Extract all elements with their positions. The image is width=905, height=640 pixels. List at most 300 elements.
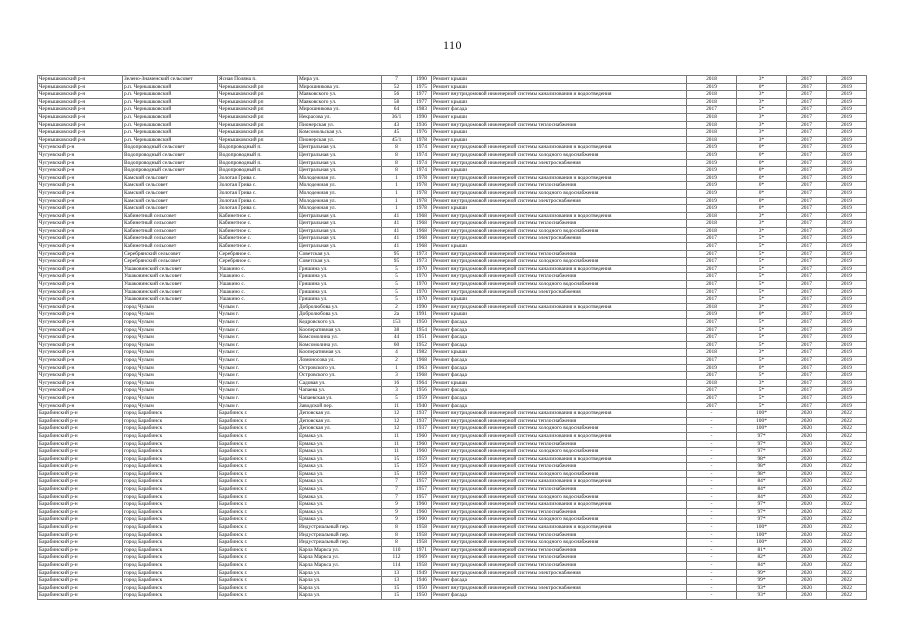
- period-start-cell: 2017: [787, 326, 827, 334]
- table-row: [38, 250, 867, 258]
- table-row: [38, 319, 867, 327]
- district-cell: Барабинский р-н: [38, 516, 123, 524]
- period-start-cell: 2017: [787, 273, 827, 281]
- period-end-cell: 2022: [827, 478, 867, 486]
- settlement-cell: город Чулым: [123, 349, 218, 357]
- work-type-cell: Ремонт фасада: [432, 402, 687, 410]
- district-cell: Барабинский р-н: [38, 440, 123, 448]
- build-year-cell: 1968: [412, 243, 432, 251]
- settlement-cell: город Барабинск: [123, 463, 218, 471]
- house-number-cell: 4: [382, 349, 412, 357]
- period-end-cell: 2022: [827, 584, 867, 592]
- period-start-cell: 2017: [787, 227, 827, 235]
- plan-year-cell: -: [687, 546, 737, 554]
- period-end-cell: 2019: [827, 151, 867, 159]
- period-end-cell: 2019: [827, 98, 867, 106]
- locality-cell: Барабинск г.: [218, 448, 298, 456]
- locality-cell: Барабинск г.: [218, 592, 298, 600]
- settlement-cell: Камский сельсовет: [123, 174, 218, 182]
- district-cell: Чугуевский р-н: [38, 227, 123, 235]
- work-type-cell: Ремонт внутридомовой инженерной системы теплоснабжения: [432, 554, 687, 562]
- locality-cell: Серебряное с.: [218, 258, 298, 266]
- work-type-cell: Ремонт крыши: [432, 83, 687, 91]
- house-number-cell: 16: [382, 379, 412, 387]
- build-year-cell: 1937: [412, 417, 432, 425]
- street-cell: Ломоносова ул.: [298, 356, 382, 364]
- street-cell: Деповская ул.: [298, 425, 382, 433]
- locality-cell: Барабинск г.: [218, 410, 298, 418]
- street-cell: Гришина ул.: [298, 265, 382, 273]
- capital-repair-table: [37, 75, 867, 600]
- house-number-cell: 7: [382, 478, 412, 486]
- plan-year-cell: 2018: [687, 303, 737, 311]
- work-type-cell: Ремонт крыши: [432, 129, 687, 137]
- build-year-cell: 1940: [412, 402, 432, 410]
- period-end-cell: 2022: [827, 470, 867, 478]
- wear-cell: 5*: [737, 265, 787, 273]
- street-cell: Комсомольская ул.: [298, 129, 382, 137]
- district-cell: Барабинский р-н: [38, 539, 123, 547]
- house-number-cell: 43: [382, 121, 412, 129]
- plan-year-cell: 2019: [687, 311, 737, 319]
- work-type-cell: Ремонт внутридомовой инженерной системы электроснабжения: [432, 197, 687, 205]
- district-cell: Чугуевский р-н: [38, 356, 123, 364]
- period-end-cell: 2022: [827, 508, 867, 516]
- district-cell: Барабинский р-н: [38, 508, 123, 516]
- plan-year-cell: -: [687, 455, 737, 463]
- locality-cell: Барабинск г.: [218, 440, 298, 448]
- house-number-cell: 7: [382, 76, 412, 84]
- plan-year-cell: 2018: [687, 212, 737, 220]
- period-end-cell: 2019: [827, 76, 867, 84]
- wear-cell: 93*: [737, 584, 787, 592]
- build-year-cell: 1957: [412, 486, 432, 494]
- house-number-cell: 1: [382, 364, 412, 372]
- settlement-cell: город Чулым: [123, 303, 218, 311]
- settlement-cell: город Барабинск: [123, 508, 218, 516]
- work-type-cell: Ремонт внутридомовой инженерной системы канализования и водоотведения: [432, 478, 687, 486]
- street-cell: Индустриальный пер.: [298, 524, 382, 532]
- house-number-cell: 15: [382, 592, 412, 600]
- wear-cell: 5*: [737, 387, 787, 395]
- plan-year-cell: -: [687, 478, 737, 486]
- district-cell: Барабинский р-н: [38, 425, 123, 433]
- table-row: [38, 341, 867, 349]
- street-cell: Ермака ул.: [298, 501, 382, 509]
- plan-year-cell: 2018: [687, 136, 737, 144]
- work-type-cell: Ремонт фасада: [432, 372, 687, 380]
- build-year-cell: 1978: [412, 182, 432, 190]
- locality-cell: Барабинск г.: [218, 569, 298, 577]
- wear-cell: 93*: [737, 592, 787, 600]
- period-start-cell: 2017: [787, 121, 827, 129]
- period-end-cell: 2019: [827, 197, 867, 205]
- build-year-cell: 1990: [412, 113, 432, 121]
- period-start-cell: 2020: [787, 455, 827, 463]
- build-year-cell: 1983: [412, 106, 432, 114]
- plan-year-cell: 2018: [687, 98, 737, 106]
- locality-cell: Барабинск г.: [218, 417, 298, 425]
- table-row: [38, 113, 867, 121]
- settlement-cell: город Барабинск: [123, 584, 218, 592]
- work-type-cell: Ремонт крыши: [432, 379, 687, 387]
- plan-year-cell: 2017: [687, 265, 737, 273]
- locality-cell: Барабинск г.: [218, 432, 298, 440]
- wear-cell: 98*: [737, 455, 787, 463]
- street-cell: Деповская ул.: [298, 417, 382, 425]
- period-end-cell: 2019: [827, 220, 867, 228]
- locality-cell: Золотая Грива с.: [218, 197, 298, 205]
- street-cell: Молодежная ул.: [298, 189, 382, 197]
- period-end-cell: 2019: [827, 136, 867, 144]
- locality-cell: Чулым г.: [218, 319, 298, 327]
- plan-year-cell: 2019: [687, 205, 737, 213]
- work-type-cell: Ремонт внутридомовой инженерной системы канализования и водоотведения: [432, 410, 687, 418]
- table-row: [38, 508, 867, 516]
- settlement-cell: город Чулым: [123, 387, 218, 395]
- page-number: 110: [442, 38, 463, 52]
- street-cell: Заводской пер.: [298, 402, 382, 410]
- district-cell: Чугуевский р-н: [38, 341, 123, 349]
- build-year-cell: 1975: [412, 83, 432, 91]
- settlement-cell: город Барабинск: [123, 546, 218, 554]
- plan-year-cell: 2017: [687, 250, 737, 258]
- period-start-cell: 2017: [787, 288, 827, 296]
- wear-cell: 84*: [737, 493, 787, 501]
- house-number-cell: 8: [382, 159, 412, 167]
- work-type-cell: Ремонт внутридомовой инженерной системы канализования и водоотведения: [432, 144, 687, 152]
- district-cell: Чернышковский р-н: [38, 106, 123, 114]
- build-year-cell: 1950: [412, 584, 432, 592]
- street-cell: Кедровского ул.: [298, 319, 382, 327]
- house-number-cell: 8: [382, 151, 412, 159]
- plan-year-cell: 2018: [687, 113, 737, 121]
- wear-cell: 3*: [737, 91, 787, 99]
- work-type-cell: Ремонт внутридомовой инженерной системы теплоснабжения: [432, 440, 687, 448]
- period-start-cell: 2017: [787, 98, 827, 106]
- wear-cell: 97*: [737, 448, 787, 456]
- locality-cell: Серебряное с.: [218, 250, 298, 258]
- district-cell: Барабинский р-н: [38, 493, 123, 501]
- wear-cell: 5*: [737, 288, 787, 296]
- work-type-cell: Ремонт внутридомовой инженерной системы электроснабжения: [432, 159, 687, 167]
- plan-year-cell: -: [687, 410, 737, 418]
- locality-cell: Чулым г.: [218, 372, 298, 380]
- settlement-cell: р.п. Чернышковский: [123, 136, 218, 144]
- district-cell: Чугуевский р-н: [38, 159, 123, 167]
- wear-cell: 5*: [737, 341, 787, 349]
- plan-year-cell: 2017: [687, 288, 737, 296]
- house-number-cell: 60: [382, 341, 412, 349]
- period-start-cell: 2017: [787, 76, 827, 84]
- house-number-cell: 15: [382, 455, 412, 463]
- table-body: [38, 76, 867, 600]
- period-start-cell: 2020: [787, 524, 827, 532]
- district-cell: Чугуевский р-н: [38, 394, 123, 402]
- plan-year-cell: 2018: [687, 379, 737, 387]
- street-cell: Пионерская ул.: [298, 121, 382, 129]
- district-cell: Чугуевский р-н: [38, 288, 123, 296]
- table-row: [38, 501, 867, 509]
- locality-cell: Чулым г.: [218, 341, 298, 349]
- table-row: [38, 220, 867, 228]
- street-cell: Мира ул.: [298, 76, 382, 84]
- wear-cell: 0*: [737, 144, 787, 152]
- settlement-cell: город Барабинск: [123, 425, 218, 433]
- period-end-cell: 2019: [827, 189, 867, 197]
- build-year-cell: 1977: [412, 91, 432, 99]
- table-row: [38, 379, 867, 387]
- street-cell: Ермака ул.: [298, 508, 382, 516]
- plan-year-cell: 2019: [687, 182, 737, 190]
- period-start-cell: 2020: [787, 463, 827, 471]
- wear-cell: 84*: [737, 562, 787, 570]
- house-number-cell: 11: [382, 448, 412, 456]
- plan-year-cell: -: [687, 440, 737, 448]
- wear-cell: 0*: [737, 197, 787, 205]
- house-number-cell: 58: [382, 98, 412, 106]
- district-cell: Барабинский р-н: [38, 448, 123, 456]
- build-year-cell: 1968: [412, 227, 432, 235]
- locality-cell: Золотая Грива с.: [218, 205, 298, 213]
- period-end-cell: 2022: [827, 516, 867, 524]
- period-end-cell: 2019: [827, 394, 867, 402]
- build-year-cell: 1990: [412, 76, 432, 84]
- settlement-cell: город Чулым: [123, 372, 218, 380]
- period-end-cell: 2019: [827, 227, 867, 235]
- house-number-cell: 2: [382, 356, 412, 364]
- table-row: [38, 387, 867, 395]
- settlement-cell: Камский сельсовет: [123, 189, 218, 197]
- locality-cell: Ушакино с.: [218, 288, 298, 296]
- period-end-cell: 2019: [827, 296, 867, 304]
- street-cell: Садовая ул.: [298, 379, 382, 387]
- house-number-cell: 8: [382, 539, 412, 547]
- plan-year-cell: -: [687, 569, 737, 577]
- district-cell: Чугуевский р-н: [38, 265, 123, 273]
- build-year-cell: 1959: [412, 463, 432, 471]
- period-end-cell: 2022: [827, 524, 867, 532]
- table-row: [38, 516, 867, 524]
- house-number-cell: 1: [382, 189, 412, 197]
- build-year-cell: 1969: [412, 554, 432, 562]
- period-end-cell: 2022: [827, 546, 867, 554]
- table-row: [38, 144, 867, 152]
- wear-cell: 5*: [737, 402, 787, 410]
- period-start-cell: 2020: [787, 546, 827, 554]
- period-end-cell: 2019: [827, 205, 867, 213]
- street-cell: Карла ул.: [298, 569, 382, 577]
- build-year-cell: 1960: [412, 501, 432, 509]
- table-row: [38, 448, 867, 456]
- settlement-cell: р.п. Чернышковский: [123, 83, 218, 91]
- period-start-cell: 2017: [787, 319, 827, 327]
- district-cell: Барабинский р-н: [38, 463, 123, 471]
- work-type-cell: Ремонт внутридомовой инженерной системы теплоснабжения: [432, 486, 687, 494]
- period-start-cell: 2017: [787, 250, 827, 258]
- wear-cell: 5*: [737, 243, 787, 251]
- period-end-cell: 2022: [827, 455, 867, 463]
- period-end-cell: 2019: [827, 250, 867, 258]
- street-cell: Индустриальный пер.: [298, 539, 382, 547]
- settlement-cell: город Чулым: [123, 334, 218, 342]
- period-start-cell: 2017: [787, 174, 827, 182]
- plan-year-cell: -: [687, 592, 737, 600]
- district-cell: Чугуевский р-н: [38, 258, 123, 266]
- table-row: [38, 151, 867, 159]
- district-cell: Чернышковский р-н: [38, 121, 123, 129]
- house-number-cell: 1: [382, 174, 412, 182]
- locality-cell: Чулым г.: [218, 326, 298, 334]
- street-cell: Кооперативная ул.: [298, 349, 382, 357]
- table-row: [38, 91, 867, 99]
- work-type-cell: Ремонт фасада: [432, 387, 687, 395]
- street-cell: Советская ул.: [298, 250, 382, 258]
- wear-cell: 5*: [737, 273, 787, 281]
- work-type-cell: Ремонт внутридомовой инженерной системы теплоснабжения: [432, 121, 687, 129]
- street-cell: Карла Маркса ул.: [298, 554, 382, 562]
- period-end-cell: 2022: [827, 562, 867, 570]
- settlement-cell: р.п. Чернышковский: [123, 129, 218, 137]
- table-row: [38, 167, 867, 175]
- build-year-cell: 1951: [412, 334, 432, 342]
- table-row: [38, 288, 867, 296]
- district-cell: Чугуевский р-н: [38, 151, 123, 159]
- house-number-cell: 9: [382, 516, 412, 524]
- locality-cell: Водопроводный п.: [218, 151, 298, 159]
- build-year-cell: 1963: [412, 364, 432, 372]
- period-end-cell: 2019: [827, 288, 867, 296]
- period-start-cell: 2020: [787, 531, 827, 539]
- table-row: [38, 326, 867, 334]
- period-end-cell: 2022: [827, 432, 867, 440]
- plan-year-cell: 2017: [687, 258, 737, 266]
- build-year-cell: 1959: [412, 394, 432, 402]
- table-row: [38, 356, 867, 364]
- district-cell: Чугуевский р-н: [38, 387, 123, 395]
- work-type-cell: Ремонт крыши: [432, 113, 687, 121]
- table-row: [38, 531, 867, 539]
- period-start-cell: 2020: [787, 501, 827, 509]
- locality-cell: Барабинск г.: [218, 584, 298, 592]
- plan-year-cell: 2017: [687, 319, 737, 327]
- locality-cell: Барабинск г.: [218, 508, 298, 516]
- district-cell: Чугуевский р-н: [38, 364, 123, 372]
- build-year-cell: 1968: [412, 356, 432, 364]
- house-number-cell: 95: [382, 250, 412, 258]
- locality-cell: Кабинетное с.: [218, 220, 298, 228]
- period-start-cell: 2020: [787, 539, 827, 547]
- street-cell: Кооперативная ул.: [298, 326, 382, 334]
- locality-cell: Чернышковский рп: [218, 91, 298, 99]
- house-number-cell: 95: [382, 258, 412, 266]
- period-start-cell: 2017: [787, 349, 827, 357]
- build-year-cell: 1974: [412, 144, 432, 152]
- house-number-cell: 2: [382, 303, 412, 311]
- table-row: [38, 562, 867, 570]
- street-cell: Островского ул.: [298, 372, 382, 380]
- locality-cell: Чулым г.: [218, 334, 298, 342]
- build-year-cell: 1937: [412, 410, 432, 418]
- table-row: [38, 227, 867, 235]
- build-year-cell: 1946: [412, 577, 432, 585]
- period-end-cell: 2019: [827, 235, 867, 243]
- build-year-cell: 1973: [412, 258, 432, 266]
- plan-year-cell: 2018: [687, 121, 737, 129]
- house-number-cell: 8: [382, 167, 412, 175]
- work-type-cell: Ремонт внутридомовой инженерной системы канализования и водоотведения: [432, 91, 687, 99]
- house-number-cell: 5: [382, 265, 412, 273]
- period-end-cell: 2019: [827, 121, 867, 129]
- work-type-cell: Ремонт крыши: [432, 167, 687, 175]
- house-number-cell: 1: [382, 182, 412, 190]
- plan-year-cell: 2019: [687, 167, 737, 175]
- work-type-cell: Ремонт внутридомовой инженерной системы теплоснабжения: [432, 273, 687, 281]
- wear-cell: 0*: [737, 174, 787, 182]
- work-type-cell: Ремонт фасада: [432, 356, 687, 364]
- wear-cell: 5*: [737, 258, 787, 266]
- plan-year-cell: 2017: [687, 235, 737, 243]
- wear-cell: 99*: [737, 569, 787, 577]
- table-row: [38, 524, 867, 532]
- house-number-cell: 153: [382, 319, 412, 327]
- period-end-cell: 2022: [827, 501, 867, 509]
- build-year-cell: 1968: [412, 372, 432, 380]
- street-cell: Пионерская ул.: [298, 136, 382, 144]
- house-number-cell: 5: [382, 394, 412, 402]
- table-row: [38, 417, 867, 425]
- plan-year-cell: 2019: [687, 364, 737, 372]
- district-cell: Барабинский р-н: [38, 592, 123, 600]
- locality-cell: Барабинск г.: [218, 577, 298, 585]
- table-row: [38, 174, 867, 182]
- build-year-cell: 1937: [412, 425, 432, 433]
- house-number-cell: 41: [382, 220, 412, 228]
- wear-cell: 3*: [737, 379, 787, 387]
- period-start-cell: 2020: [787, 432, 827, 440]
- work-type-cell: Ремонт фасада: [432, 364, 687, 372]
- period-end-cell: 2019: [827, 106, 867, 114]
- period-start-cell: 2017: [787, 281, 827, 289]
- street-cell: Ермака ул.: [298, 448, 382, 456]
- table-row: [38, 486, 867, 494]
- locality-cell: Барабинск г.: [218, 524, 298, 532]
- period-start-cell: 2017: [787, 379, 827, 387]
- settlement-cell: город Чулым: [123, 379, 218, 387]
- wear-cell: 100*: [737, 524, 787, 532]
- house-number-cell: 13: [382, 577, 412, 585]
- period-end-cell: 2019: [827, 174, 867, 182]
- locality-cell: Барабинск г.: [218, 501, 298, 509]
- locality-cell: Барабинск г.: [218, 516, 298, 524]
- plan-year-cell: 2019: [687, 151, 737, 159]
- build-year-cell: 1950: [412, 592, 432, 600]
- build-year-cell: 1968: [412, 212, 432, 220]
- period-start-cell: 2020: [787, 417, 827, 425]
- house-number-cell: 15: [382, 584, 412, 592]
- house-number-cell: 13: [382, 569, 412, 577]
- street-cell: Ермака ул.: [298, 478, 382, 486]
- period-start-cell: 2017: [787, 151, 827, 159]
- work-type-cell: Ремонт крыши: [432, 243, 687, 251]
- settlement-cell: Кабинетный сельсовет: [123, 227, 218, 235]
- locality-cell: Барабинск г.: [218, 539, 298, 547]
- table-row: [38, 311, 867, 319]
- plan-year-cell: 2019: [687, 189, 737, 197]
- wear-cell: 0*: [737, 189, 787, 197]
- table-row: [38, 455, 867, 463]
- district-cell: Чугуевский р-н: [38, 144, 123, 152]
